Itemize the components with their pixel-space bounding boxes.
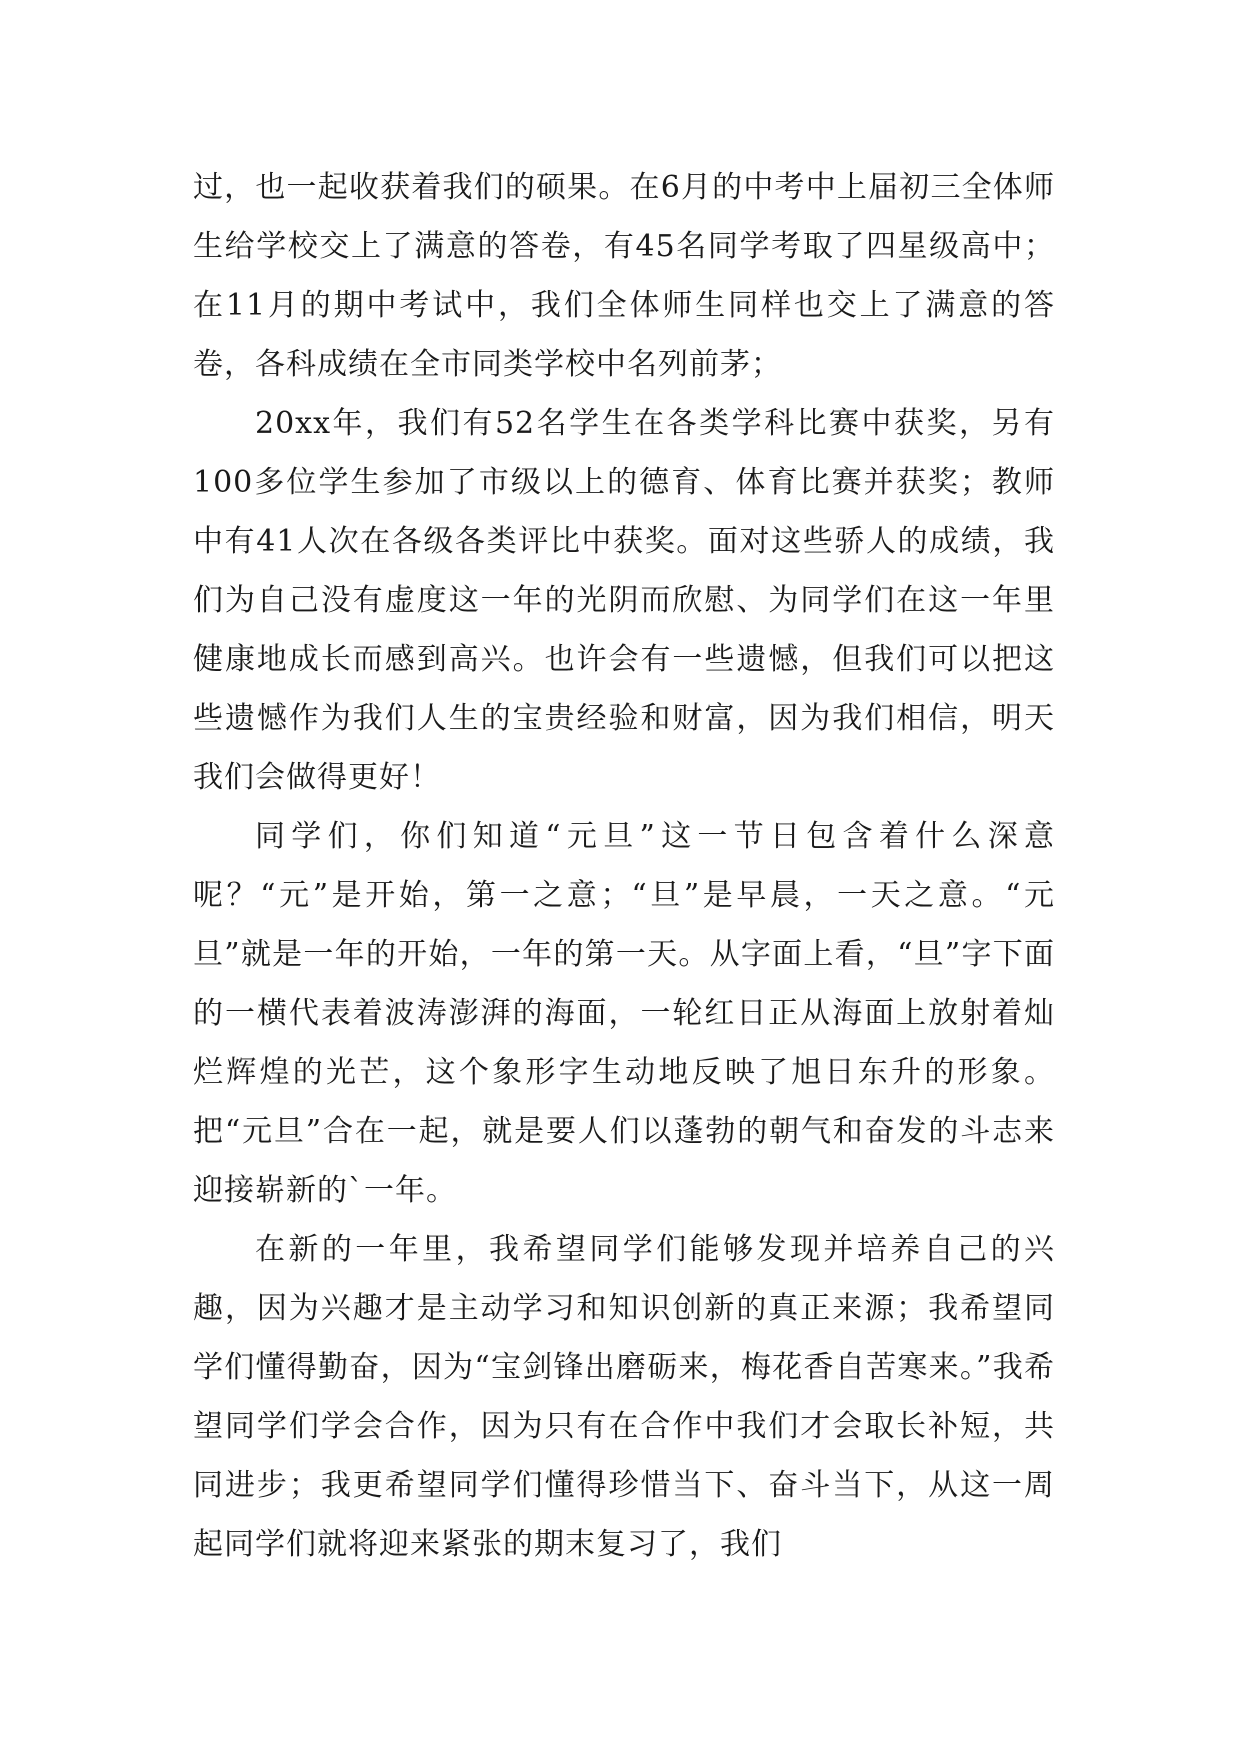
- body-text: [193, 158, 1055, 1574]
- paragraph-4: 在新的一年里，我希望同学们能够发现并培养自己的兴趣，因为兴趣才是主动学习和知识创新的真正来源；我希望同学们懂得勤奋，因为“宝剑锋出磨砺来，梅花香自苦寒来。”我希望同学们学会合作，因为只有在合作中我们才会取长补短，共同进步；我更希望同学们懂得珍惜当下、奋斗当下，从这一周起同学们就将迎来紧张的期末复习了，我们: [193, 1232, 1055, 1562]
- paragraph-1: 过，也一起收获着我们的硕果。在6月的中考中上届初三全体师生给学校交上了满意的答卷，有45名同学考取了四星级高中；在11月的期中考试中，我们全体师生同样也交上了满意的答卷，各科成绩在全市同类学校中名列前茅；: [193, 170, 1055, 382]
- paragraph-3: 同学们，你们知道“元旦”这一节日包含着什么深意呢？“元”是开始，第一之意；“旦”是早晨，一天之意。“元旦”就是一年的开始，一年的第一天。从字面上看，“旦”字下面的一横代表着波涛澎湃的海面，一轮红日正从海面上放射着灿烂辉煌的光芒，这个象形字生动地反映了旭日东升的形象。把“元旦”合在一起，就是要人们以蓬勃的朝气和奋发的斗志来迎接崭新的`一年。: [193, 819, 1055, 1208]
- paragraph-2: 20xx年，我们有52名学生在各类学科比赛中获奖，另有100多位学生参加了市级以上的德育、体育比赛并获奖；教师中有41人次在各级各类评比中获奖。面对这些骄人的成绩，我们为自己没有虚度这一年的光阴而欣慰、为同学们在这一年里健康地成长而感到高兴。也许会有一些遗憾，但我们可以把这些遗憾作为我们人生的宝贵经验和财富，因为我们相信，明天我们会做得更好！: [193, 406, 1055, 795]
